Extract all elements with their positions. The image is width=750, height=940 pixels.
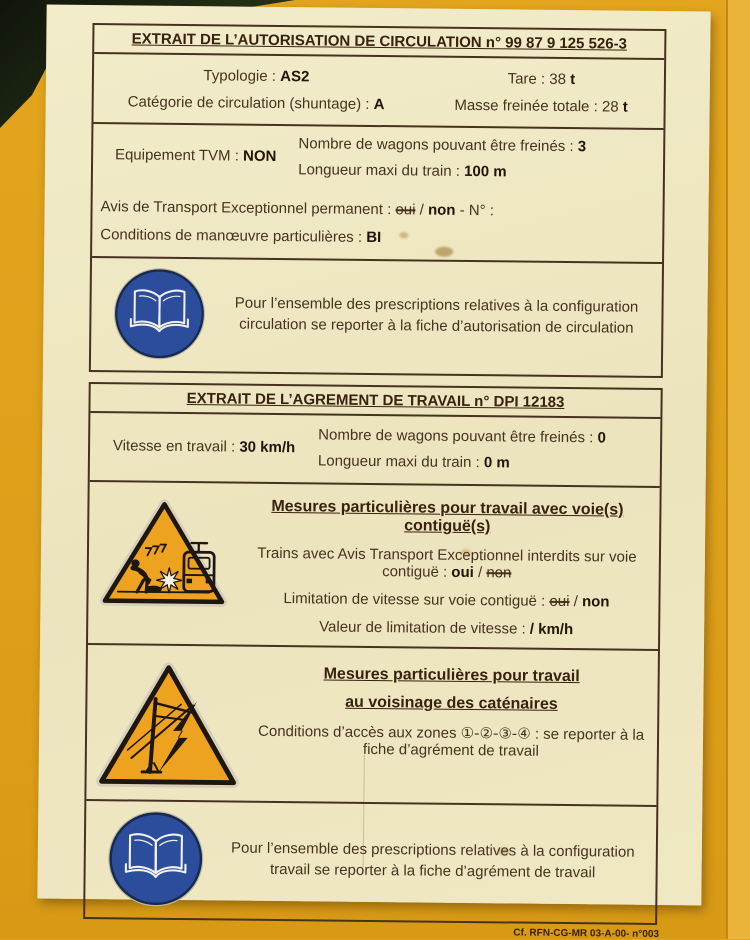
vitesse-label: Vitesse en travail : bbox=[113, 437, 235, 455]
valeur-value: / km/h bbox=[530, 621, 574, 638]
sign-panel bbox=[37, 5, 710, 906]
avis-oui-struck: oui bbox=[395, 201, 415, 218]
limitation-line bbox=[244, 590, 648, 611]
travail-wagons-line bbox=[318, 426, 660, 447]
masse-freinee-cell bbox=[418, 96, 663, 116]
catenaires-content bbox=[248, 653, 653, 795]
zones-suffix: : se reporter à la fiche d’agrément de travail bbox=[363, 726, 644, 760]
interdits-non-struck: non bbox=[486, 564, 511, 581]
travail-longueur-label: Longueur maxi du train : bbox=[318, 452, 480, 471]
catenary-hazard-warning-icon bbox=[91, 659, 244, 791]
book-icon bbox=[113, 267, 206, 360]
limitation-oui-struck: oui bbox=[549, 593, 569, 610]
tvm-row bbox=[93, 122, 664, 193]
limitation-label: Limitation de vitesse sur voie contiguë : bbox=[283, 590, 545, 610]
track-worker-warning-icon bbox=[99, 496, 228, 609]
avis-label: Avis de Transport Exceptionnel permanent : bbox=[100, 198, 391, 218]
travail-wagons-label: Nombre de wagons pouvant être freinés : bbox=[318, 426, 593, 446]
typologie-value: AS2 bbox=[280, 68, 309, 85]
limitation-non: non bbox=[582, 593, 610, 610]
zone-numbers: ①-②-③-④ bbox=[461, 724, 531, 743]
wagons-freines-line bbox=[298, 135, 663, 156]
vitesse-cell bbox=[90, 437, 318, 456]
travail-box bbox=[83, 382, 663, 925]
valeur-label: Valeur de limitation de vitesse : bbox=[319, 618, 526, 637]
manoeuvre-line bbox=[92, 215, 662, 262]
voie-contigue-icon-col bbox=[88, 488, 240, 635]
travail-longueur-line bbox=[318, 452, 660, 473]
interdits-oui: oui bbox=[451, 564, 474, 581]
zones-label: Conditions d’accès aux zones bbox=[258, 723, 457, 742]
tvm-cell bbox=[93, 146, 298, 165]
limitation-slash: / bbox=[574, 593, 578, 610]
categorie-value: A bbox=[374, 96, 385, 113]
travail-note-row bbox=[85, 799, 656, 923]
categorie-label: Catégorie de circulation (shuntage) : bbox=[128, 93, 370, 113]
vitesse-row bbox=[90, 413, 661, 486]
catenaires-icon-col bbox=[86, 651, 249, 791]
typologie-cell bbox=[94, 66, 419, 86]
avis-suffix: - N° : bbox=[460, 202, 495, 219]
travail-title: EXTRAIT DE L’AGREMENT DE TRAVAIL n° DPI 12183 bbox=[90, 384, 660, 419]
zones-line bbox=[255, 722, 647, 761]
avis-transport-line bbox=[92, 187, 662, 221]
manoeuvre-label: Conditions de manœuvre particulières : bbox=[100, 226, 362, 246]
train-limits-cell bbox=[298, 135, 663, 182]
tare-unit: t bbox=[570, 71, 575, 88]
longueur-maxi-line bbox=[298, 161, 663, 182]
valeur-line bbox=[244, 618, 648, 639]
tare-cell bbox=[419, 69, 664, 89]
interdits-label: Trains avec Avis Transport Exceptionnel interdits sur voie contiguë : bbox=[257, 545, 637, 581]
voie-contigue-section bbox=[88, 480, 660, 649]
circulation-note-row bbox=[91, 256, 662, 376]
avis-non: non bbox=[428, 202, 456, 219]
voie-contigue-content bbox=[238, 490, 655, 639]
footer-reference: Cf. RFN-CG-MR 03-A-00- n°003 bbox=[83, 923, 659, 940]
travail-longueur-value: 0 m bbox=[484, 454, 510, 471]
avis-slash: / bbox=[420, 201, 424, 218]
tvm-value: NON bbox=[243, 148, 277, 165]
travail-note: Pour l’ensemble des prescriptions relatives à la configuration travail se reporter à la fiche d’agrément de travail bbox=[220, 839, 646, 885]
categorie-masse-row bbox=[93, 85, 663, 128]
circulation-box bbox=[89, 23, 667, 378]
book-icon bbox=[107, 810, 204, 907]
interdits-slash: / bbox=[478, 564, 482, 581]
travail-limits-cell bbox=[318, 426, 660, 473]
vitesse-value: 30 km/h bbox=[239, 439, 295, 457]
categorie-cell bbox=[94, 93, 419, 113]
typologie-label: Typologie : bbox=[203, 67, 276, 85]
tvm-label: Equipement TVM : bbox=[115, 146, 239, 164]
travail-wagons-value: 0 bbox=[597, 429, 606, 446]
masse-label: Masse freinée totale : 28 bbox=[454, 97, 618, 116]
catenaires-heading-line2: au voisinage des caténaires bbox=[251, 693, 651, 715]
circulation-note: Pour l’ensemble des prescriptions relatives à la configuration circulation se reporter à la fiche d’autorisation de circulation bbox=[221, 294, 651, 340]
yellow-post-edge bbox=[726, 0, 750, 939]
longueur-label: Longueur maxi du train : bbox=[298, 161, 460, 180]
circulation-title: EXTRAIT DE L’AUTORISATION DE CIRCULATION n° 99 87 9 125 526-3 bbox=[94, 25, 664, 60]
manoeuvre-value: BI bbox=[366, 229, 381, 246]
tare-label: Tare : 38 bbox=[508, 70, 567, 88]
catenaires-section bbox=[86, 643, 658, 805]
masse-unit: t bbox=[623, 99, 628, 116]
voie-contigue-heading: Mesures particulières pour travail avec voie(s) contiguë(s) bbox=[241, 498, 653, 538]
wagons-label: Nombre de wagons pouvant être freinés : bbox=[298, 135, 573, 155]
interdits-line bbox=[245, 545, 649, 583]
wagons-value: 3 bbox=[578, 138, 587, 155]
longueur-value: 100 m bbox=[464, 163, 507, 180]
catenaires-heading-line1: Mesures particulières pour travail bbox=[252, 665, 652, 687]
